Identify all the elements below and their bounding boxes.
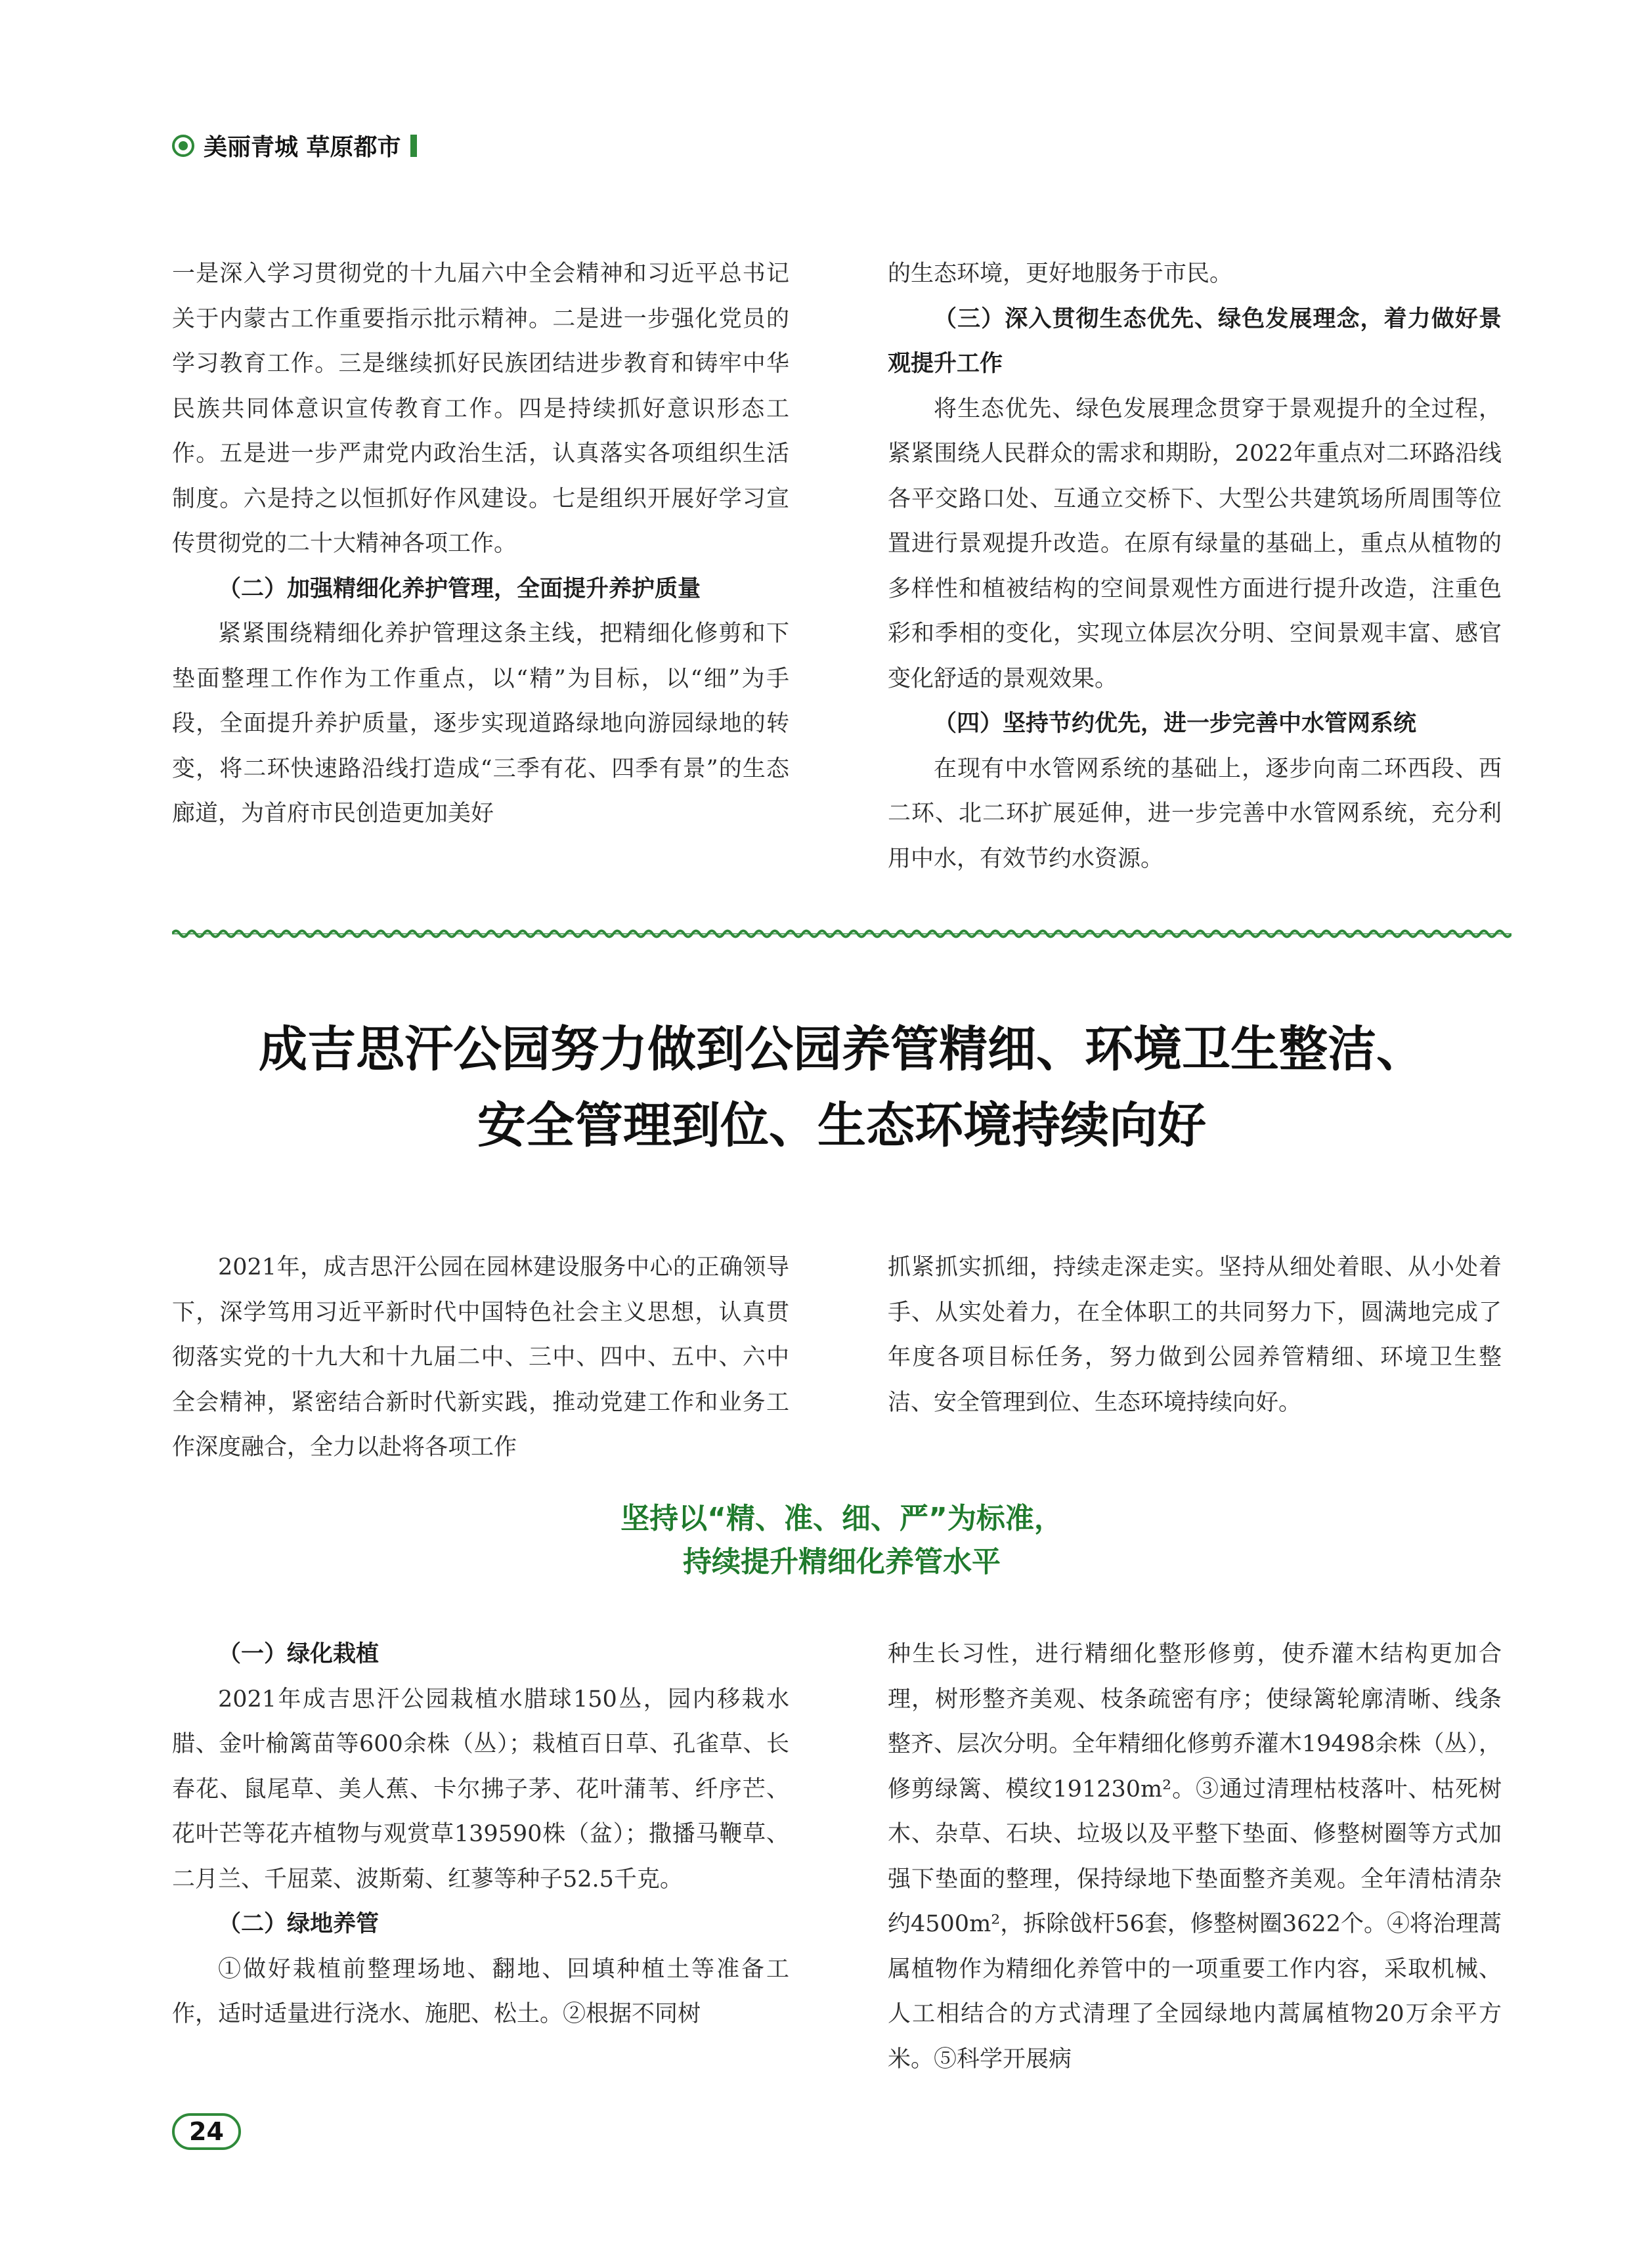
running-header: [172, 129, 417, 162]
article-title-line: 成吉思汗公园努力做到公园养管精细、环境卫生整洁、: [259, 1021, 1425, 1078]
header-title: 美丽青城 草原都市: [204, 134, 401, 161]
paragraph: 紧紧围绕精细化养护管理这条主线，把精细化修剪和下垫面整理工作作为工作重点，以“精”为目标，以“细”为手段，全面提升养护质量，逐步实现道路绿地向游园绿地的转变，将二环快速路沿线打造成“三季有花、四季有景”的生态廊道，为首府市民创造更加美好: [172, 621, 789, 827]
paragraph: 的生态环境，更好地服务于市民。: [888, 261, 1233, 287]
paragraph: 在现有中水管网系统的基础上，逐步向南二环西段、西二环、北二环扩展延伸，进一步完善中水管网系统，充分利用中水，有效节约水资源。: [888, 755, 1502, 872]
intro-left-column: [172, 1245, 789, 1470]
subheading: （三）深入贯彻生态优先、绿色发展理念，着力做好景观提升工作: [888, 305, 1502, 377]
page-number: [172, 2113, 241, 2150]
subheading: （二）绿地养管: [218, 1910, 380, 1937]
paragraph: 将生态优先、绿色发展理念贯穿于景观提升的全过程，紧紧围绕人民群众的需求和期盼，2022年重点对二环路沿线各平交路口处、互通立交桥下、大型公共建筑场所周围等位置进行景观提升改造。在原有绿量的基础上，重点从植物的多样性和植被结构的空间景观性方面进行提升改造，注重色彩和季相的变化，实现立体层次分明、空间景观丰富、感官变化舒适的景观效果。: [888, 395, 1502, 692]
paragraph: 种生长习性，进行精细化整形修剪，使乔灌木结构更加合理，树形整齐美观、枝条疏密有序；使绿篱轮廓清晰、线条整齐、层次分明。全年精细化修剪乔灌木19498余株（丛），修剪绿篱、模纹191230m²。③通过清理枯枝落叶、枯死树木、杂草、石块、垃圾以及平整下垫面、修整树圈等方式加强下垫面的整理，保持绿地下垫面整齐美观。全年清枯清杂约4500m²，拆除戗杆56套，修整树圈3622个。④将治理蒿属植物作为精细化养管中的一项重要工作内容，采取机械、人工相结合的方式清理了全园绿地内蒿属植物20万余平方米。⑤科学开展病: [888, 1641, 1502, 2072]
paragraph: 抓紧抓实抓细，持续走深走实。坚持从细处着眼、从小处着手、从实处着力，在全体职工的共同努力下，圆满地完成了年度各项目标任务，努力做到公园养管精细、环境卫生整洁、安全管理到位、生态环境持续向好。: [888, 1254, 1502, 1416]
paragraph: 2021年成吉思汗公园栽植水腊球150丛，园内移栽水腊、金叶榆篱苗等600余株（丛）；栽植百日草、孔雀草、长春花、鼠尾草、美人蕉、卡尔拂子茅、花叶蒲苇、纤序芒、花叶芒等花卉植物与观赏草139590株（盆）；撒播马鞭草、二月兰、千屈菜、波斯菊、红蓼等种子52.5千克。: [172, 1686, 789, 1893]
paragraph: 一是深入学习贯彻党的十九届六中全会精神和习近平总书记关于内蒙古工作重要指示批示精神。二是进一步强化党员的学习教育工作。三是继续抓好民族团结进步教育和铸牢中华民族共同体意识宣传教育工作。四是持续抓好意识形态工作。五是进一步严肃党内政治生活，认真落实各项组织生活制度。六是持之以恒抓好作风建设。七是组织开展好学习宣传贯彻党的二十大精神各项工作。: [172, 261, 789, 557]
body-left-column: [172, 1632, 789, 2037]
section-heading-line: 坚持以“精、准、细、严”为标准，: [620, 1502, 1063, 1535]
circle-logo-icon: [172, 135, 194, 157]
subheading: （四）坚持节约优先，进一步完善中水管网系统: [934, 710, 1417, 737]
section-heading: [172, 1497, 1511, 1584]
wave-divider: [172, 926, 1511, 942]
top-right-column: [888, 252, 1502, 881]
paragraph: 2021年，成吉思汗公园在园林建设服务中心的正确领导下，深学笃用习近平新时代中国特色社会主义思想，认真贯彻落实党的十九大和十九届二中、三中、四中、五中、六中全会精神，紧密结合新时代新实践，推动党建工作和业务工作深度融合，全力以赴将各项工作: [172, 1254, 789, 1460]
article-title: [172, 1011, 1511, 1164]
header-bar-icon: [410, 135, 417, 157]
page-number-label: 24: [172, 2113, 241, 2150]
subheading: （二）加强精细化养护管理，全面提升养护质量: [218, 575, 701, 602]
subheading: （一）绿化栽植: [218, 1640, 380, 1667]
article-title-line: 安全管理到位、生态环境持续向好: [477, 1097, 1206, 1154]
body-right-column: [888, 1632, 1502, 2082]
top-left-column: [172, 252, 789, 837]
paragraph: ①做好栽植前整理场地、翻地、回填种植土等准备工作，适时适量进行浇水、施肥、松土。②根据不同树: [172, 1956, 789, 2027]
intro-right-column: [888, 1245, 1502, 1425]
section-heading-line: 持续提升精细化养管水平: [683, 1545, 1001, 1579]
